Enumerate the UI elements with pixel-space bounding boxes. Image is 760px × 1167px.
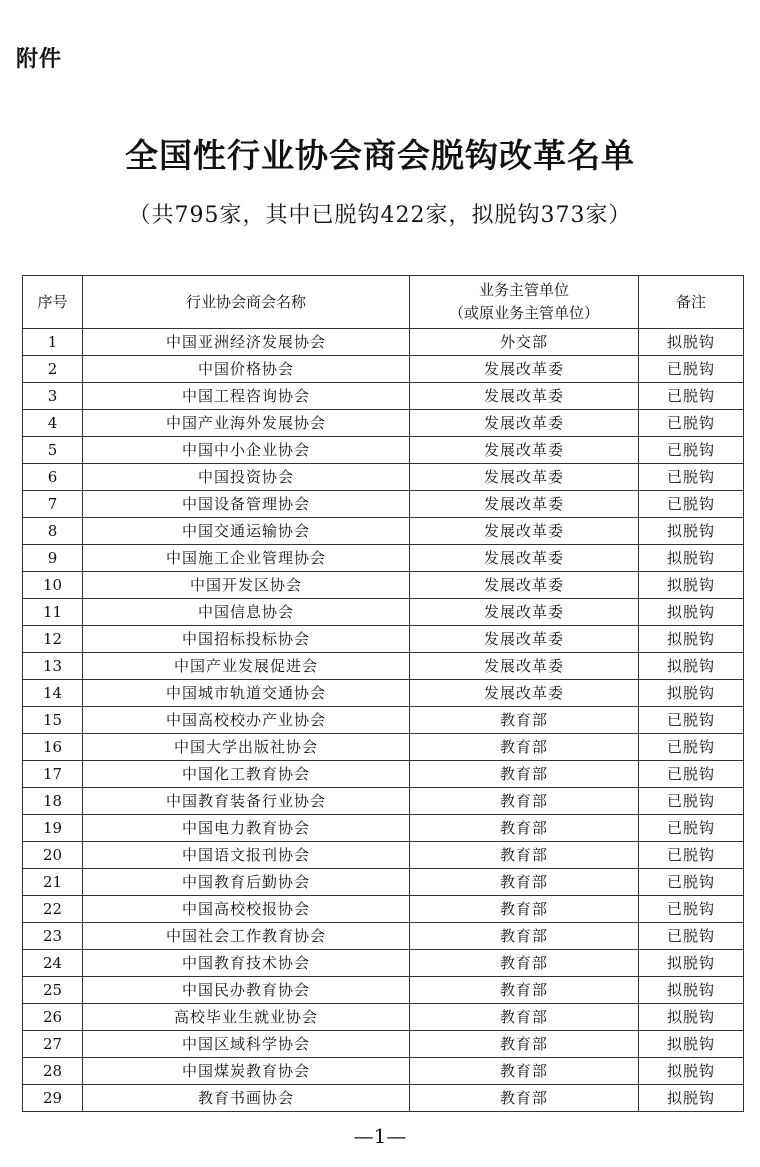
table-row — [23, 518, 744, 545]
cell-supervising-authority: 发展改革委 — [410, 437, 639, 464]
cell-remarks: 拟脱钩 — [639, 572, 744, 599]
cell-serial-number: 20 — [23, 842, 83, 869]
table-row — [23, 599, 744, 626]
cell-serial-number: 4 — [23, 410, 83, 437]
cell-association-name: 中国教育装备行业协会 — [83, 788, 410, 815]
cell-association-name: 中国高校校报协会 — [83, 896, 410, 923]
cell-serial-number: 12 — [23, 626, 83, 653]
table-row — [23, 329, 744, 356]
table-row — [23, 842, 744, 869]
table-row — [23, 1085, 744, 1112]
cell-supervising-authority: 发展改革委 — [410, 572, 639, 599]
cell-serial-number: 24 — [23, 950, 83, 977]
cell-remarks: 已脱钩 — [639, 356, 744, 383]
cell-remarks: 已脱钩 — [639, 707, 744, 734]
cell-remarks: 已脱钩 — [639, 869, 744, 896]
table-row — [23, 761, 744, 788]
table-row — [23, 653, 744, 680]
cell-serial-number: 15 — [23, 707, 83, 734]
cell-serial-number: 19 — [23, 815, 83, 842]
page-subtitle: （共795家，其中已脱钩422家，拟脱钩373家） — [128, 203, 632, 228]
table-row — [23, 896, 744, 923]
attachment-label: 附件 — [16, 47, 63, 72]
cell-serial-number: 14 — [23, 680, 83, 707]
table-row — [23, 977, 744, 1004]
cell-association-name: 中国城市轨道交通协会 — [83, 680, 410, 707]
page-title: 全国性行业协会商会脱钩改革名单 — [125, 136, 635, 175]
cell-serial-number: 2 — [23, 356, 83, 383]
cell-association-name: 中国社会工作教育协会 — [83, 923, 410, 950]
cell-remarks: 拟脱钩 — [639, 1004, 744, 1031]
cell-association-name: 中国化工教育协会 — [83, 761, 410, 788]
cell-remarks: 已脱钩 — [639, 464, 744, 491]
table-row — [23, 923, 744, 950]
table-row — [23, 356, 744, 383]
cell-remarks: 拟脱钩 — [639, 977, 744, 1004]
cell-remarks: 拟脱钩 — [639, 653, 744, 680]
cell-serial-number: 25 — [23, 977, 83, 1004]
cell-association-name: 中国价格协会 — [83, 356, 410, 383]
cell-association-name: 中国语文报刊协会 — [83, 842, 410, 869]
cell-supervising-authority: 教育部 — [410, 923, 639, 950]
cell-remarks: 拟脱钩 — [639, 680, 744, 707]
cell-remarks: 已脱钩 — [639, 923, 744, 950]
cell-supervising-authority: 外交部 — [410, 329, 639, 356]
cell-serial-number: 18 — [23, 788, 83, 815]
table-row — [23, 464, 744, 491]
cell-supervising-authority: 教育部 — [410, 842, 639, 869]
cell-supervising-authority: 教育部 — [410, 896, 639, 923]
cell-association-name: 中国中小企业协会 — [83, 437, 410, 464]
cell-association-name: 中国工程咨询协会 — [83, 383, 410, 410]
cell-serial-number: 8 — [23, 518, 83, 545]
cell-association-name: 中国煤炭教育协会 — [83, 1058, 410, 1085]
cell-serial-number: 5 — [23, 437, 83, 464]
cell-serial-number: 7 — [23, 491, 83, 518]
cell-supervising-authority: 教育部 — [410, 1058, 639, 1085]
cell-supervising-authority: 发展改革委 — [410, 545, 639, 572]
cell-association-name: 中国民办教育协会 — [83, 977, 410, 1004]
cell-association-name: 中国信息协会 — [83, 599, 410, 626]
table-row — [23, 572, 744, 599]
cell-association-name: 中国招标投标协会 — [83, 626, 410, 653]
cell-supervising-authority: 教育部 — [410, 815, 639, 842]
cell-serial-number: 21 — [23, 869, 83, 896]
cell-remarks: 已脱钩 — [639, 788, 744, 815]
table-row — [23, 383, 744, 410]
cell-remarks: 已脱钩 — [639, 761, 744, 788]
cell-remarks: 拟脱钩 — [639, 626, 744, 653]
cell-remarks: 已脱钩 — [639, 383, 744, 410]
cell-serial-number: 29 — [23, 1085, 83, 1112]
cell-association-name: 中国施工企业管理协会 — [83, 545, 410, 572]
cell-association-name: 中国区域科学协会 — [83, 1031, 410, 1058]
cell-serial-number: 11 — [23, 599, 83, 626]
cell-association-name: 中国产业发展促进会 — [83, 653, 410, 680]
header-authority-line1: 业务主管单位 — [478, 281, 569, 299]
cell-supervising-authority: 发展改革委 — [410, 464, 639, 491]
cell-serial-number: 9 — [23, 545, 83, 572]
cell-supervising-authority: 教育部 — [410, 707, 639, 734]
cell-supervising-authority: 发展改革委 — [410, 410, 639, 437]
cell-remarks: 拟脱钩 — [639, 599, 744, 626]
table-header-row — [23, 276, 744, 329]
cell-remarks: 已脱钩 — [639, 437, 744, 464]
cell-serial-number: 28 — [23, 1058, 83, 1085]
cell-supervising-authority: 发展改革委 — [410, 383, 639, 410]
cell-serial-number: 26 — [23, 1004, 83, 1031]
cell-association-name: 中国设备管理协会 — [83, 491, 410, 518]
cell-association-name: 中国教育后勤协会 — [83, 869, 410, 896]
cell-remarks: 拟脱钩 — [639, 1085, 744, 1112]
table-row — [23, 491, 744, 518]
cell-supervising-authority: 教育部 — [410, 950, 639, 977]
table-row — [23, 626, 744, 653]
cell-serial-number: 13 — [23, 653, 83, 680]
cell-association-name: 中国交通运输协会 — [83, 518, 410, 545]
cell-remarks: 已脱钩 — [639, 410, 744, 437]
cell-serial-number: 10 — [23, 572, 83, 599]
cell-association-name: 教育书画协会 — [83, 1085, 410, 1112]
cell-supervising-authority: 教育部 — [410, 734, 639, 761]
cell-supervising-authority: 发展改革委 — [410, 518, 639, 545]
cell-supervising-authority: 发展改革委 — [410, 653, 639, 680]
cell-association-name: 中国产业海外发展协会 — [83, 410, 410, 437]
cell-supervising-authority: 教育部 — [410, 788, 639, 815]
cell-supervising-authority: 教育部 — [410, 1031, 639, 1058]
cell-supervising-authority: 教育部 — [410, 977, 639, 1004]
table-row — [23, 1004, 744, 1031]
cell-association-name: 中国投资协会 — [83, 464, 410, 491]
header-serial-number: 序号 — [23, 276, 83, 329]
cell-supervising-authority: 发展改革委 — [410, 680, 639, 707]
cell-remarks: 拟脱钩 — [639, 950, 744, 977]
cell-remarks: 已脱钩 — [639, 842, 744, 869]
table-row — [23, 815, 744, 842]
cell-remarks: 已脱钩 — [639, 491, 744, 518]
cell-serial-number: 16 — [23, 734, 83, 761]
table-body — [23, 329, 744, 1112]
page-number: —1— — [353, 1124, 407, 1148]
cell-association-name: 中国亚洲经济发展协会 — [83, 329, 410, 356]
header-supervising-authority — [410, 276, 639, 329]
cell-supervising-authority: 教育部 — [410, 761, 639, 788]
cell-remarks: 拟脱钩 — [639, 329, 744, 356]
cell-supervising-authority: 教育部 — [410, 1004, 639, 1031]
cell-association-name: 中国教育技术协会 — [83, 950, 410, 977]
cell-remarks: 已脱钩 — [639, 896, 744, 923]
header-association-name: 行业协会商会名称 — [83, 276, 410, 329]
cell-remarks: 拟脱钩 — [639, 1031, 744, 1058]
cell-remarks: 已脱钩 — [639, 734, 744, 761]
cell-supervising-authority: 发展改革委 — [410, 599, 639, 626]
cell-remarks: 拟脱钩 — [639, 1058, 744, 1085]
cell-supervising-authority: 教育部 — [410, 869, 639, 896]
cell-supervising-authority: 发展改革委 — [410, 626, 639, 653]
header-remarks: 备注 — [639, 276, 744, 329]
table-row — [23, 707, 744, 734]
cell-serial-number: 27 — [23, 1031, 83, 1058]
cell-remarks: 拟脱钩 — [639, 545, 744, 572]
table-row — [23, 545, 744, 572]
header-authority-line2: （或原业务主管单位） — [448, 304, 599, 322]
table-row — [23, 410, 744, 437]
table-row — [23, 869, 744, 896]
cell-serial-number: 3 — [23, 383, 83, 410]
cell-serial-number: 1 — [23, 329, 83, 356]
cell-supervising-authority: 教育部 — [410, 1085, 639, 1112]
cell-serial-number: 22 — [23, 896, 83, 923]
table-row — [23, 734, 744, 761]
cell-association-name: 中国开发区协会 — [83, 572, 410, 599]
cell-supervising-authority: 发展改革委 — [410, 356, 639, 383]
table-row — [23, 788, 744, 815]
cell-serial-number: 17 — [23, 761, 83, 788]
cell-association-name: 中国高校校办产业协会 — [83, 707, 410, 734]
cell-remarks: 已脱钩 — [639, 815, 744, 842]
cell-association-name: 高校毕业生就业协会 — [83, 1004, 410, 1031]
table-row — [23, 1058, 744, 1085]
table-row — [23, 437, 744, 464]
association-table — [22, 275, 744, 1112]
cell-serial-number: 6 — [23, 464, 83, 491]
table-row — [23, 680, 744, 707]
table-row — [23, 1031, 744, 1058]
cell-remarks: 拟脱钩 — [639, 518, 744, 545]
cell-association-name: 中国电力教育协会 — [83, 815, 410, 842]
cell-association-name: 中国大学出版社协会 — [83, 734, 410, 761]
table-row — [23, 950, 744, 977]
cell-serial-number: 23 — [23, 923, 83, 950]
cell-supervising-authority: 发展改革委 — [410, 491, 639, 518]
